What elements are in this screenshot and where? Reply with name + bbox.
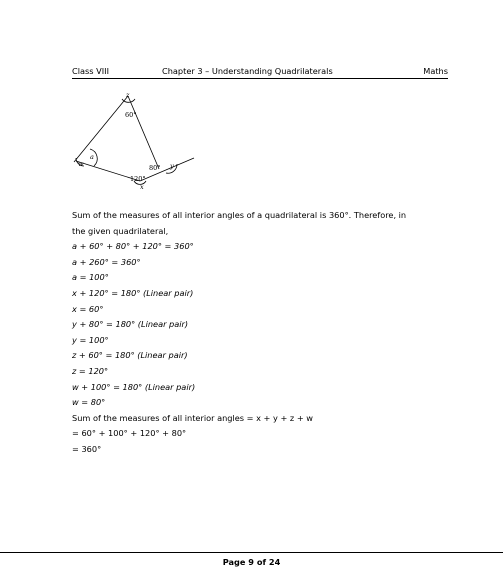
equation-step: z = 120°	[72, 365, 109, 376]
sum-evaluation: = 60° + 100° + 120° + 80°	[72, 428, 187, 439]
equation-step: w = 80°	[72, 397, 106, 408]
page-header	[72, 66, 448, 78]
quadrilateral-figure	[66, 86, 198, 192]
footer-rule	[0, 552, 503, 553]
header-class: Class VIII	[72, 66, 109, 76]
header-chapter: Chapter 3 – Understanding Quadrilaterals	[162, 66, 333, 76]
label-a: a	[90, 153, 94, 161]
label-120: 120°	[130, 175, 146, 183]
label-x: x	[140, 183, 144, 191]
header-rule	[72, 78, 448, 79]
side-top-left	[74, 96, 128, 162]
side-top-right	[128, 96, 159, 169]
equation-step: a + 260° = 360°	[72, 256, 141, 267]
page-number: Page 9 of 24	[222, 557, 281, 567]
equation-step: w + 100° = 180° (Linear pair)	[72, 381, 196, 392]
intro-line-2: the given quadrilateral,	[72, 225, 169, 236]
equation-step: y = 100°	[72, 334, 109, 345]
arc-top	[122, 99, 135, 102]
intro-line-1: Sum of the measures of all interior angles of a quadrilateral is 360°. Therefore, in	[72, 210, 407, 220]
equation-step: x = 60°	[72, 303, 104, 314]
label-z: z	[126, 91, 130, 99]
label-w: w	[78, 160, 84, 168]
label-80: 80°	[149, 164, 161, 172]
header-subject: Maths	[423, 66, 448, 76]
equation-step: x + 120° = 180° (Linear pair)	[72, 287, 194, 298]
equation-step: a + 60° + 80° + 120° = 360°	[72, 241, 194, 252]
sum-statement: Sum of the measures of all interior angles = x + y + z + w	[72, 412, 313, 423]
sum-result: = 360°	[72, 443, 102, 454]
solution-body	[72, 209, 452, 459]
label-60: 60°	[125, 111, 137, 119]
equation-step: a = 100°	[72, 272, 109, 283]
label-y: y	[170, 162, 174, 170]
equation-step: z + 60° = 180° (Linear pair)	[72, 350, 188, 361]
equation-step: y + 80° = 180° (Linear pair)	[72, 319, 189, 330]
